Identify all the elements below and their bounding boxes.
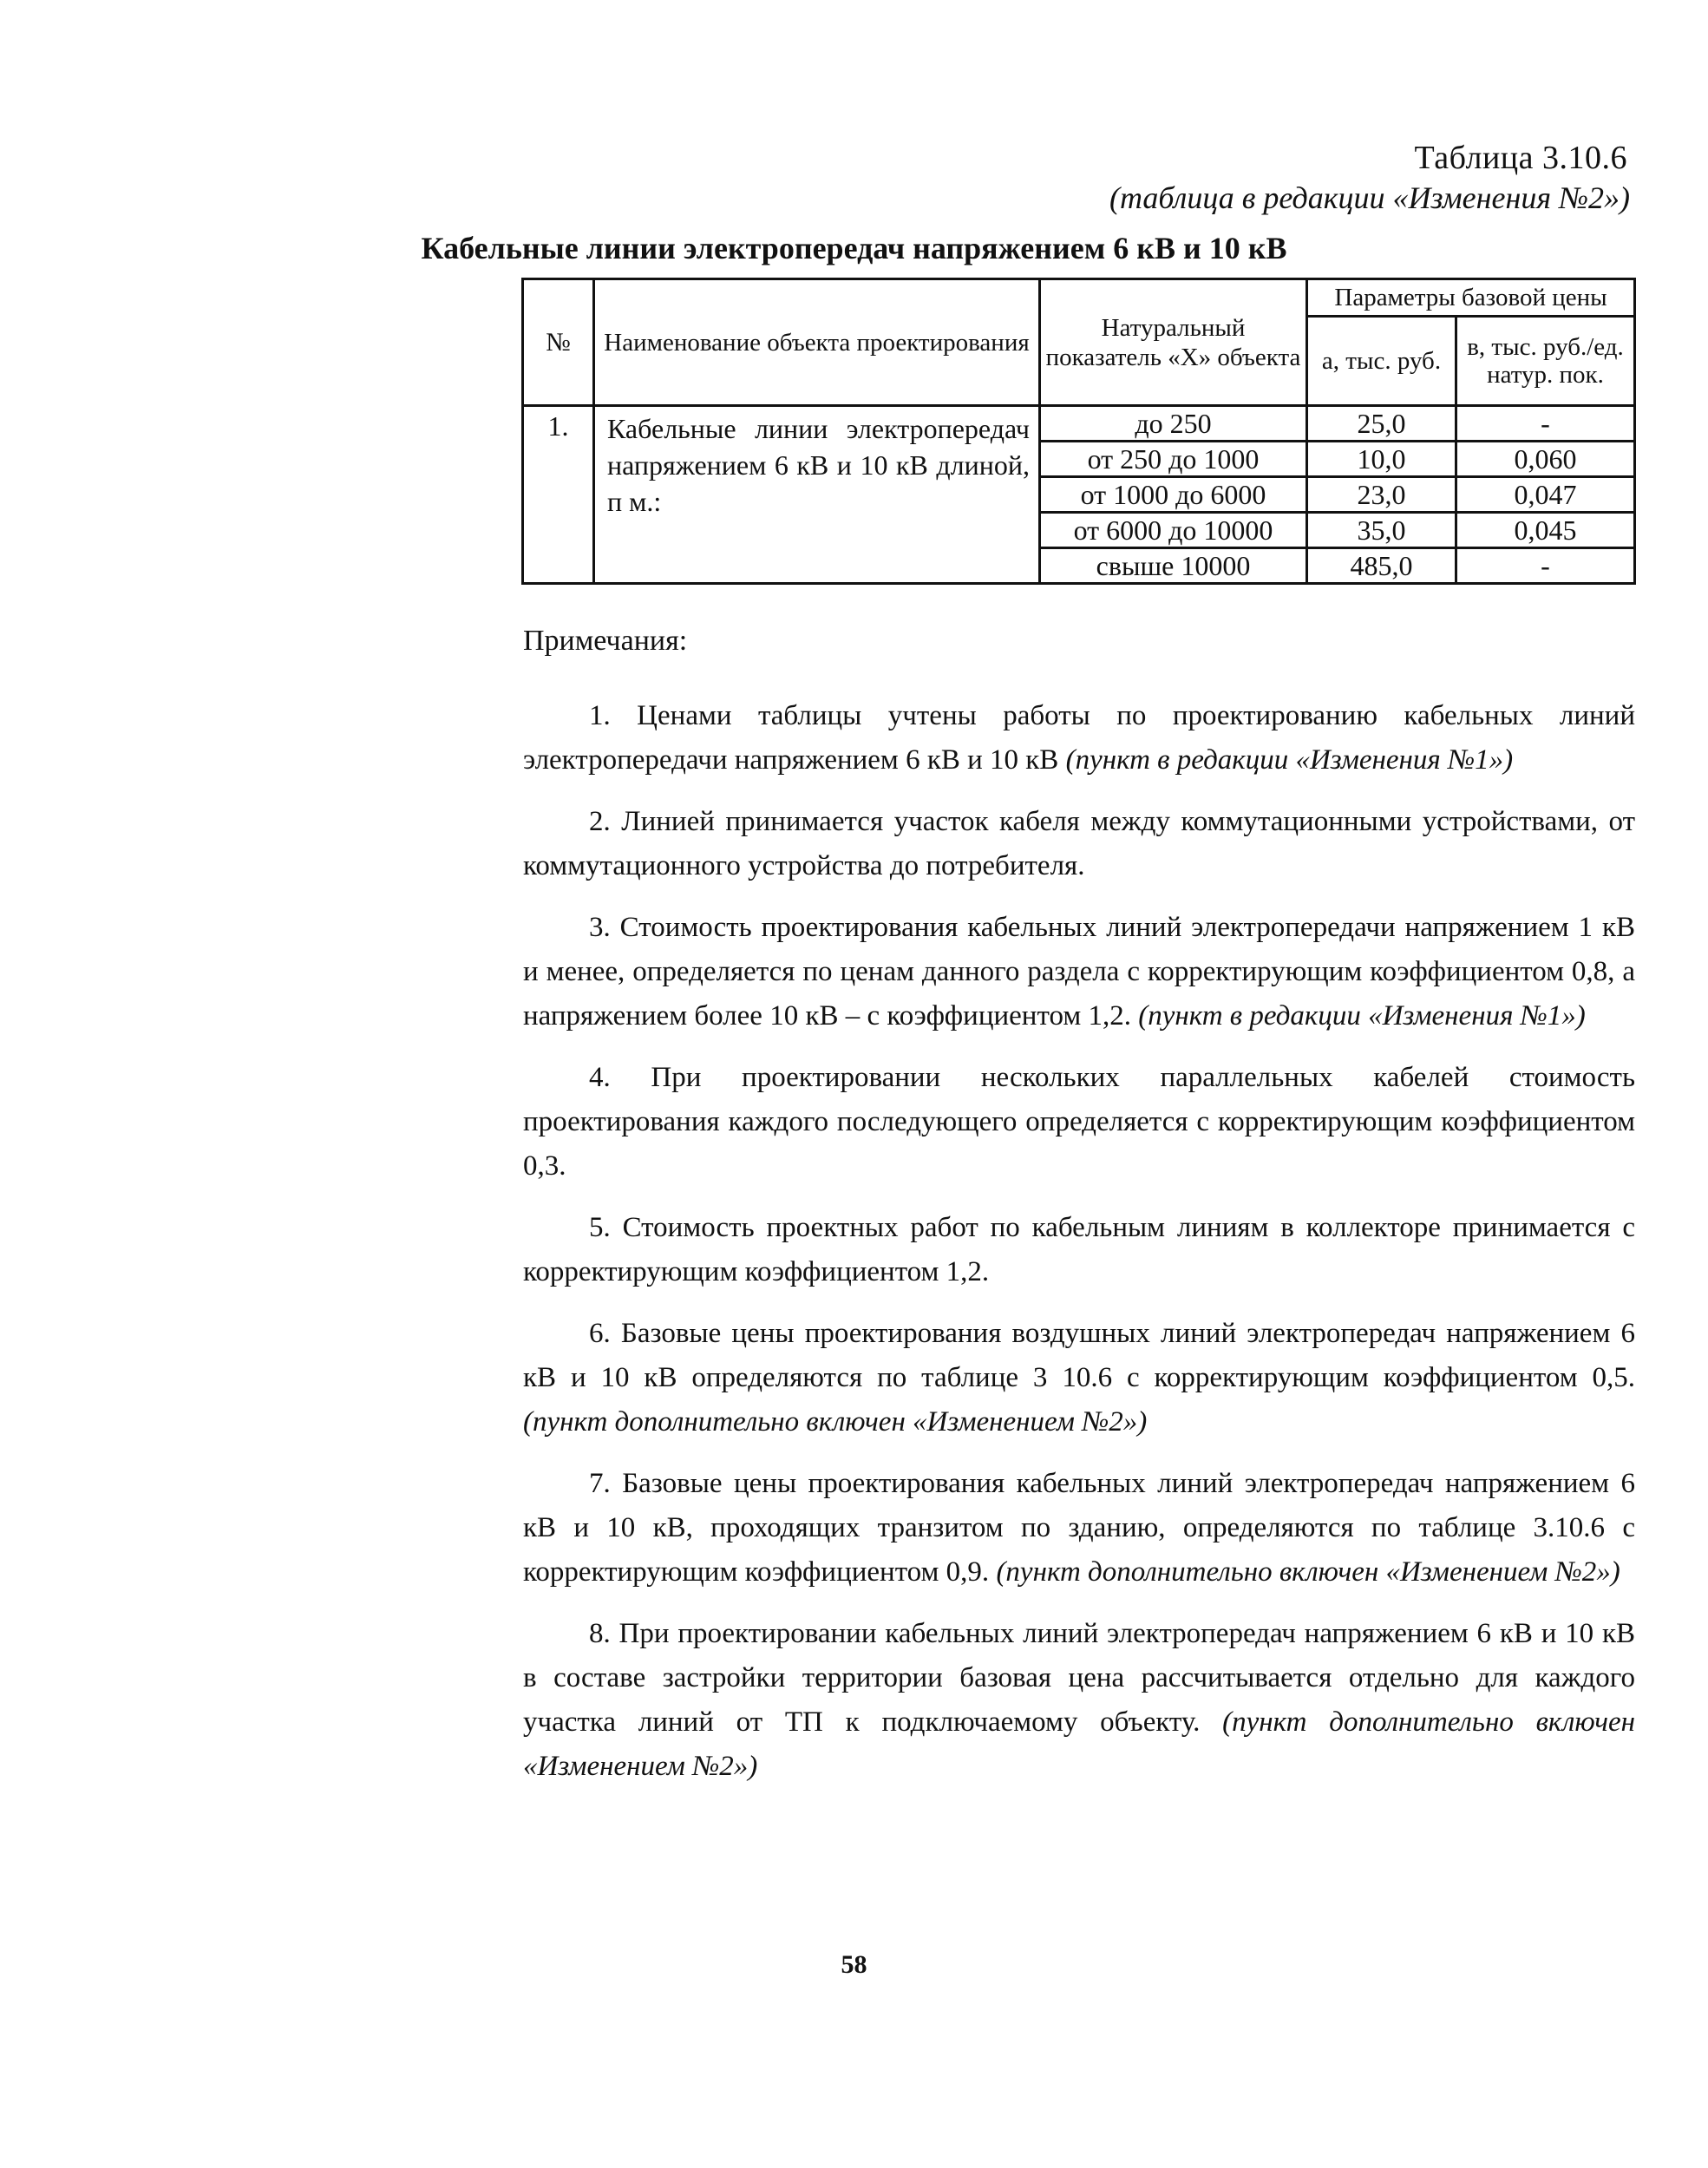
page-number: 58 bbox=[841, 1950, 867, 1979]
note-edition: (пункт дополнительно включен «Изменением №2») bbox=[523, 1706, 1635, 1782]
range-cell: от 1000 до 6000 bbox=[1040, 477, 1307, 513]
note-text: 4. При проектировании нескольких параллельных кабелей стоимость проектирования каждого последующего определяется с корректирующим коэффициентом 0,3. bbox=[523, 1062, 1635, 1182]
note-item bbox=[523, 1312, 1635, 1444]
table-edition-note: (таблица в редакции «Изменения №2») bbox=[1109, 180, 1630, 215]
range-cell: от 6000 до 10000 bbox=[1040, 513, 1307, 548]
table-row bbox=[523, 406, 1635, 442]
table-number: Таблица 3.10.6 bbox=[1414, 140, 1627, 176]
note-item bbox=[523, 1206, 1635, 1294]
note-text: 5. Стоимость проектных работ по кабельным линиям в коллекторе принимается с корректирующим коэффициентом 1,2. bbox=[523, 1212, 1635, 1287]
a-cell: 35,0 bbox=[1307, 513, 1456, 548]
notes-list bbox=[523, 694, 1635, 1806]
a-cell: 23,0 bbox=[1307, 477, 1456, 513]
header-number: № bbox=[523, 279, 594, 406]
note-item bbox=[523, 694, 1635, 783]
note-text: 8. При проектировании кабельных линий электропередач напряжением 6 кВ и 10 кВ в составе застройки территории базовая цена рассчитывается отдельно для каждого участка линий от ТП к подключаемому объекту. bbox=[523, 1618, 1635, 1738]
object-name: Кабельные линии электропередач напряжением 6 кВ и 10 кВ длиной, п м.: bbox=[594, 406, 1040, 584]
range-cell: от 250 до 1000 bbox=[1040, 442, 1307, 477]
item-number: 1. bbox=[523, 406, 594, 584]
note-edition: (пункт в редакции «Изменения №1») bbox=[1065, 744, 1514, 776]
b-cell: 0,047 bbox=[1456, 477, 1635, 513]
b-cell: - bbox=[1456, 406, 1635, 442]
note-text: 2. Линией принимается участок кабеля между коммутационными устройствами, от коммутационного устройства до потребителя. bbox=[523, 806, 1635, 881]
range-cell: до 250 bbox=[1040, 406, 1307, 442]
notes-heading: Примечания: bbox=[523, 625, 688, 657]
table-title: Кабельные линии электропередач напряжением 6 кВ и 10 кВ bbox=[421, 231, 1287, 265]
header-param-b: в, тыс. руб./ед. натур. пок. bbox=[1456, 317, 1635, 406]
header-base-price-params: Параметры базовой цены bbox=[1307, 279, 1635, 317]
note-item bbox=[523, 1612, 1635, 1789]
price-table bbox=[521, 278, 1636, 585]
header-object-name: Наименование объекта проектирования bbox=[594, 279, 1040, 406]
note-text: 6. Базовые цены проектирования воздушных линий электропередач напряжением 6 кВ и 10 кВ определяются по таблице 3 10.6 с корректирующим коэффициентом 0,5. bbox=[523, 1318, 1635, 1393]
note-item bbox=[523, 1462, 1635, 1595]
a-cell: 10,0 bbox=[1307, 442, 1456, 477]
note-edition: (пункт дополнительно включен «Изменением №2») bbox=[523, 1406, 1148, 1438]
note-edition: (пункт дополнительно включен «Изменением №2») bbox=[996, 1556, 1620, 1588]
b-cell: - bbox=[1456, 548, 1635, 584]
note-item bbox=[523, 800, 1635, 888]
a-cell: 485,0 bbox=[1307, 548, 1456, 584]
b-cell: 0,060 bbox=[1456, 442, 1635, 477]
header-natural-indicator: Натуральный показатель «Х» объекта bbox=[1040, 279, 1307, 406]
note-text: 1. Ценами таблицы учтены работы по проектированию кабельных линий электропередачи напряжением 6 кВ и 10 кВ bbox=[523, 700, 1635, 776]
header-param-a: а, тыс. руб. bbox=[1307, 317, 1456, 406]
note-item bbox=[523, 906, 1635, 1038]
range-cell: свыше 10000 bbox=[1040, 548, 1307, 584]
note-text: 3. Стоимость проектирования кабельных линий электропередачи напряжением 1 кВ и менее, определяется по ценам данного раздела с корректирующим коэффициентом 0,8, а напряжением более 10 кВ – с коэффициентом 1,2. bbox=[523, 912, 1635, 1032]
note-text: 7. Базовые цены проектирования кабельных линий электропередач напряжением 6 кВ и 10 кВ, проходящих транзитом по зданию, определяются по таблице 3.10.6 с корректирующим коэффициентом 0,9. bbox=[523, 1468, 1635, 1588]
b-cell: 0,045 bbox=[1456, 513, 1635, 548]
note-edition: (пункт в редакции «Изменения №1») bbox=[1138, 1000, 1586, 1032]
a-cell: 25,0 bbox=[1307, 406, 1456, 442]
note-item bbox=[523, 1056, 1635, 1189]
